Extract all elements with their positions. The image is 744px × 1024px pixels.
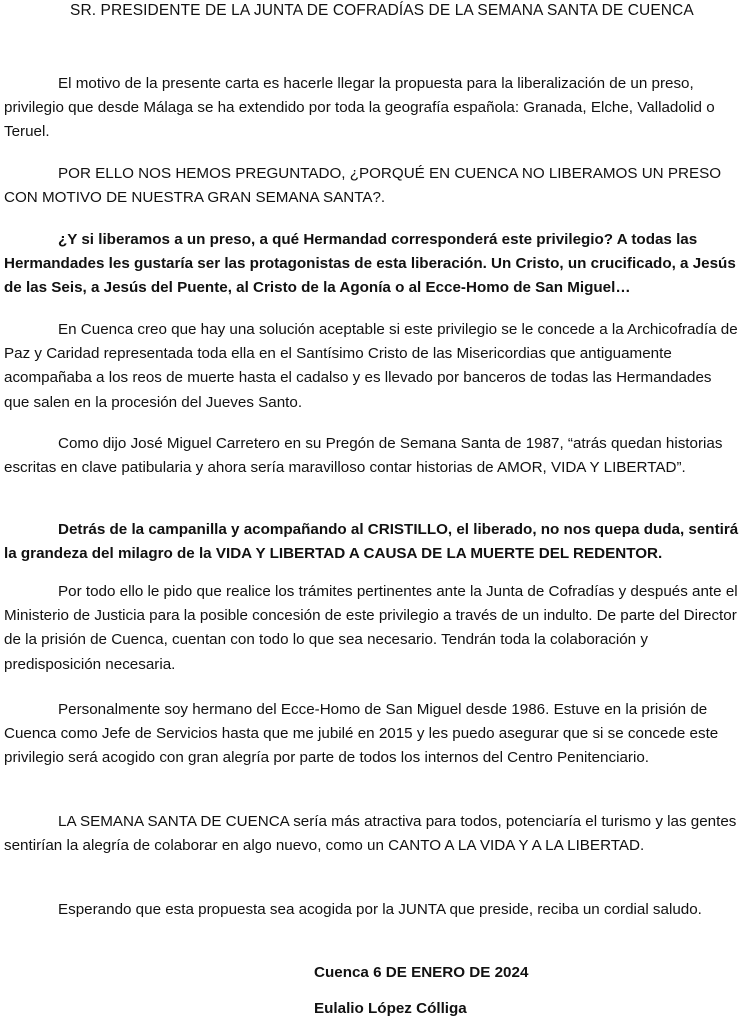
paragraph-personal: Personalmente soy hermano del Ecce-Homo de San Miguel desde 1986. Estuve en la prisión de Cuenca como Jefe de Servicios hasta que me jubilé en 2015 y les puedo asegurar que si se concede este privilegio será acogido con gran alegría por parte de todos los internos del Centro Penitenciario. <box>4 701 719 767</box>
paragraph-question: POR ELLO NOS HEMOS PREGUNTADO, ¿PORQUÉ EN CUENCA NO LIBERAMOS UN PRESO CON MOTIVO DE NUESTRA GRAN SEMANA SANTA?. <box>4 165 722 207</box>
paragraph-solution: En Cuenca creo que hay una solución aceptable si este privilegio se le concede a la Archicofradía de Paz y Caridad representada toda ella en el Santísimo Cristo de las Misericordias que antiguamente acompañaba a los reos de muerte hasta el cadalso y es llevado por banceros de todas las Hermandades que salen en la procesión del Jueves Santo. <box>4 321 738 411</box>
paragraph-pregon: Como dijo José Miguel Carretero en su Pregón de Semana Santa de 1987, “atrás quedan historias escritas en clave patibularia y ahora sería maravilloso contar historias de AMOR, VIDA Y LIBERTAD”. <box>4 435 723 477</box>
paragraph-tourism: LA SEMANA SANTA DE CUENCA sería más atractiva para todos, potenciaría el turismo y las gentes sentirían la alegría de colaborar en algo nuevo, como un CANTO A LA VIDA Y A LA LIBERTAD. <box>4 813 737 855</box>
paragraph-proposal: El motivo de la presente carta es hacerle llegar la propuesta para la liberalización de un preso, privilegio que desde Málaga se ha extendido por toda la geografía española: Granada, Elche, Valladolid o Teruel. <box>4 75 715 141</box>
signature-name: Eulalio López Cólliga <box>314 1000 467 1017</box>
paragraph-hermandades: ¿Y si liberamos a un preso, a qué Hermandad corresponderá este privilegio? A todas las Hermandades les gustaría ser las protagonistas de esta liberación. Un Cristo, un crucificado, a Jesús de las Seis, a Jesús del Puente, al Cristo de la Agonía o al Ecce-Homo de San Miguel… <box>4 231 736 297</box>
paragraph-request: Por todo ello le pido que realice los trámites pertinentes ante la Junta de Cofradías y después ante el Ministerio de Justicia para la posible concesión de este privilegio a través de un indulto. De parte del Director de la prisión de Cuenca, cuentan con todo lo que sea necesario. Tendrán toda la colaboración y predisposición necesaria. <box>4 583 738 673</box>
date-line: Cuenca 6 DE ENERO DE 2024 <box>314 964 529 981</box>
paragraph-closing: Esperando que esta propuesta sea acogida por la JUNTA que preside, reciba un cordial saludo. <box>58 901 702 918</box>
paragraph-cristillo: Detrás de la campanilla y acompañando al CRISTILLO, el liberado, no nos quepa duda, sentirá la grandeza del milagro de la VIDA Y LIBERTAD A CAUSA DE LA MUERTE DEL REDENTOR. <box>4 521 739 563</box>
letter-heading: SR. PRESIDENTE DE LA JUNTA DE COFRADÍAS DE LA SEMANA SANTA DE CUENCA <box>70 2 694 19</box>
